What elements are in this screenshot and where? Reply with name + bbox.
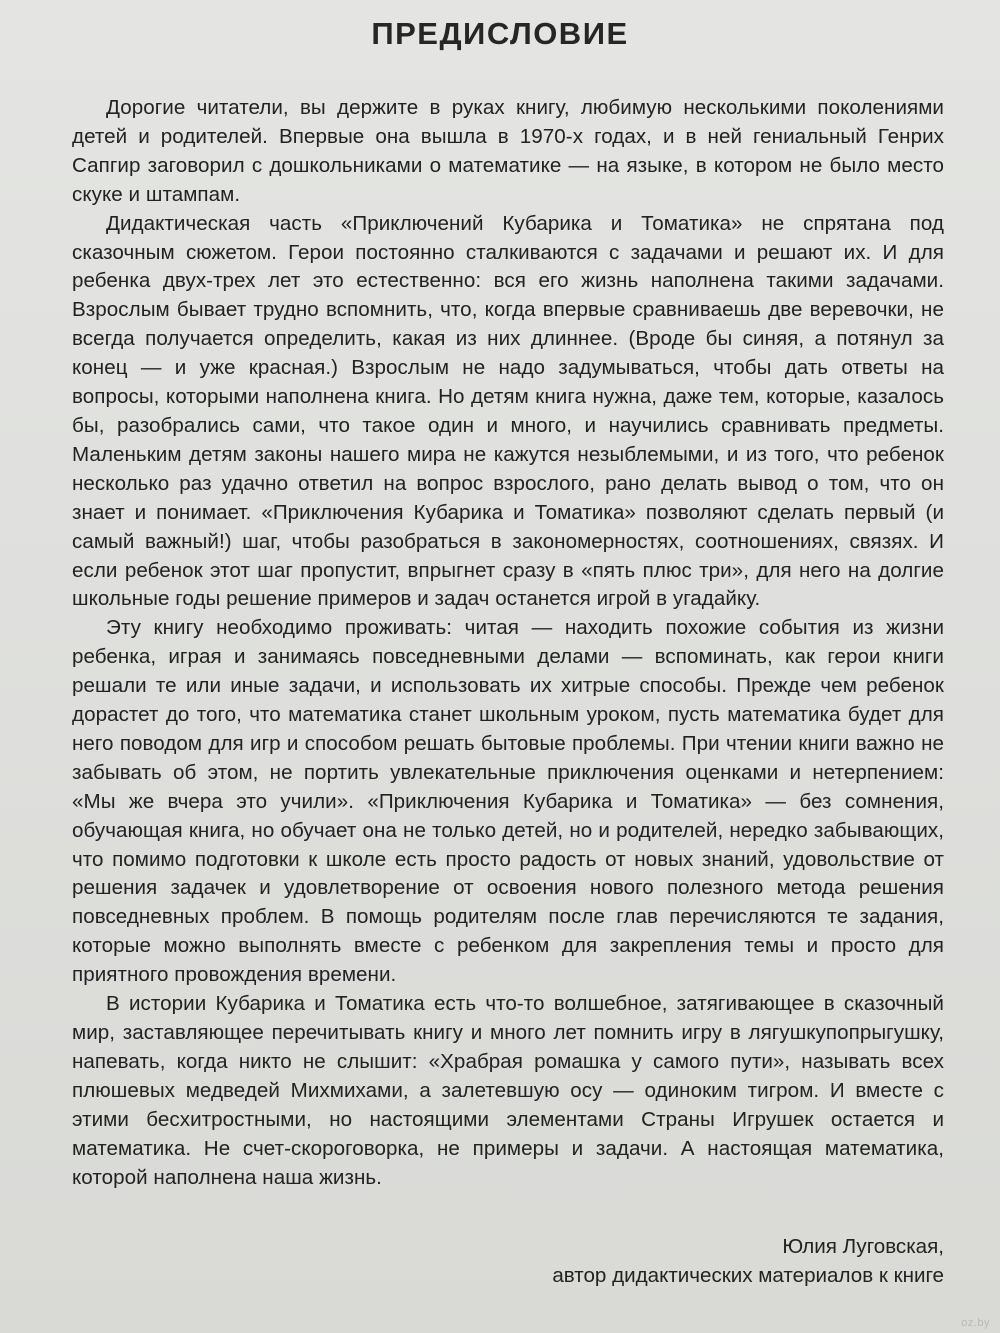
- author-role: автор дидактических материалов к книге: [552, 1264, 944, 1287]
- author-signature: [552, 1232, 944, 1290]
- paragraph-4: В истории Кубарика и Томатика есть что-то волшебное, затягивающее в сказочный мир, заставляющее перечитывать книгу и много лет помнить игру в лягушкупопрыгушку, напевать, когда никто не слышит: «Храбрая ромашка у самого пути», называть всех плюшевых медведей Михмихами, а залетевшую осу — одиноким тигром. И вместе с этими бесхитростными, но настоящими элементами Страны Игрушек остается и математика. Не счет-скороговорка, не примеры и задачи. А настоящая математика, которой наполнена наша жизнь.: [72, 992, 944, 1189]
- paragraph-1: Дорогие читатели, вы держите в руках книгу, любимую несколькими поколениями детей и родителей. Впервые она вышла в 1970-х годах, и в ней гениальный Генрих Сапгир заговорил с дошкольниками о математике — на языке, в котором не было место скуке и штампам.: [72, 96, 944, 206]
- author-name: Юлия Луговская,: [782, 1235, 944, 1258]
- watermark: oz.by: [961, 1317, 990, 1329]
- paragraph-2: Дидактическая часть «Приключений Кубарика и Томатика» не спрятана под сказочным сюжетом. Герои постоянно сталкиваются с задачами и решают их. И для ребенка двух-трех лет это естественно: вся его жизнь наполнена такими задачами. Взрослым бывает трудно вспомнить, что, когда впервые сравниваешь две веревочки, не всегда получается определить, какая из них длиннее. (Вроде бы синяя, а потянул за конец — и уже красная.) Взрослым не надо задумываться, чтобы дать ответы на вопросы, которыми наполнена книга. Но детям книга нужна, даже тем, которые, казалось бы, разобрались сами, что такое один и много, и научились сравнивать предметы. Маленьким детям законы нашего мира не кажутся незыблемыми, и из того, что ребенок несколько раз удачно ответил на вопрос взрослого, рано делать вывод о том, что он знает и понимает. «Приключения Кубарика и Томатика» позволяют сделать первый (и самый важный!) шаг, чтобы разобраться в закономерностях, соотношениях, связях. И если ребенок этот шаг пропустит, впрыгнет сразу в «пять плюс три», для него на долгие школьные годы решение примеров и задач останется игрой в угадайку.: [72, 211, 944, 611]
- page-title: ПРЕДИСЛОВИЕ: [371, 16, 629, 51]
- preface-text: [72, 94, 944, 1192]
- paragraph-3: Эту книгу необходимо проживать: читая — находить похожие события из жизни ребенка, играя и занимаясь повседневными делами — вспоминать, как герои книги решали те или иные задачи, и использовать их хитрые способы. Прежде чем ребенок дорастет до того, что математика станет школьным уроком, пусть математика будет для него поводом для игр и способом решать бытовые проблемы. При чтении книги важно не забывать об этом, не портить увлекательные приключения оценками и нетерпением: «Мы же вчера это учили». «Приключения Кубарика и Томатика» — без сомнения, обучающая книга, но обучает она не только детей, но и родителей, нередко забывающих, что помимо подготовки к школе есть просто радость от новых знаний, удовольствие от решения задачек и удовлетворение от освоения нового полезного метода решения повседневных проблем. В помощь родителям после глав перечисляются те задания, которые можно выполнять вместе с ребенком для закрепления темы и просто для приятного провождения времени.: [72, 616, 944, 987]
